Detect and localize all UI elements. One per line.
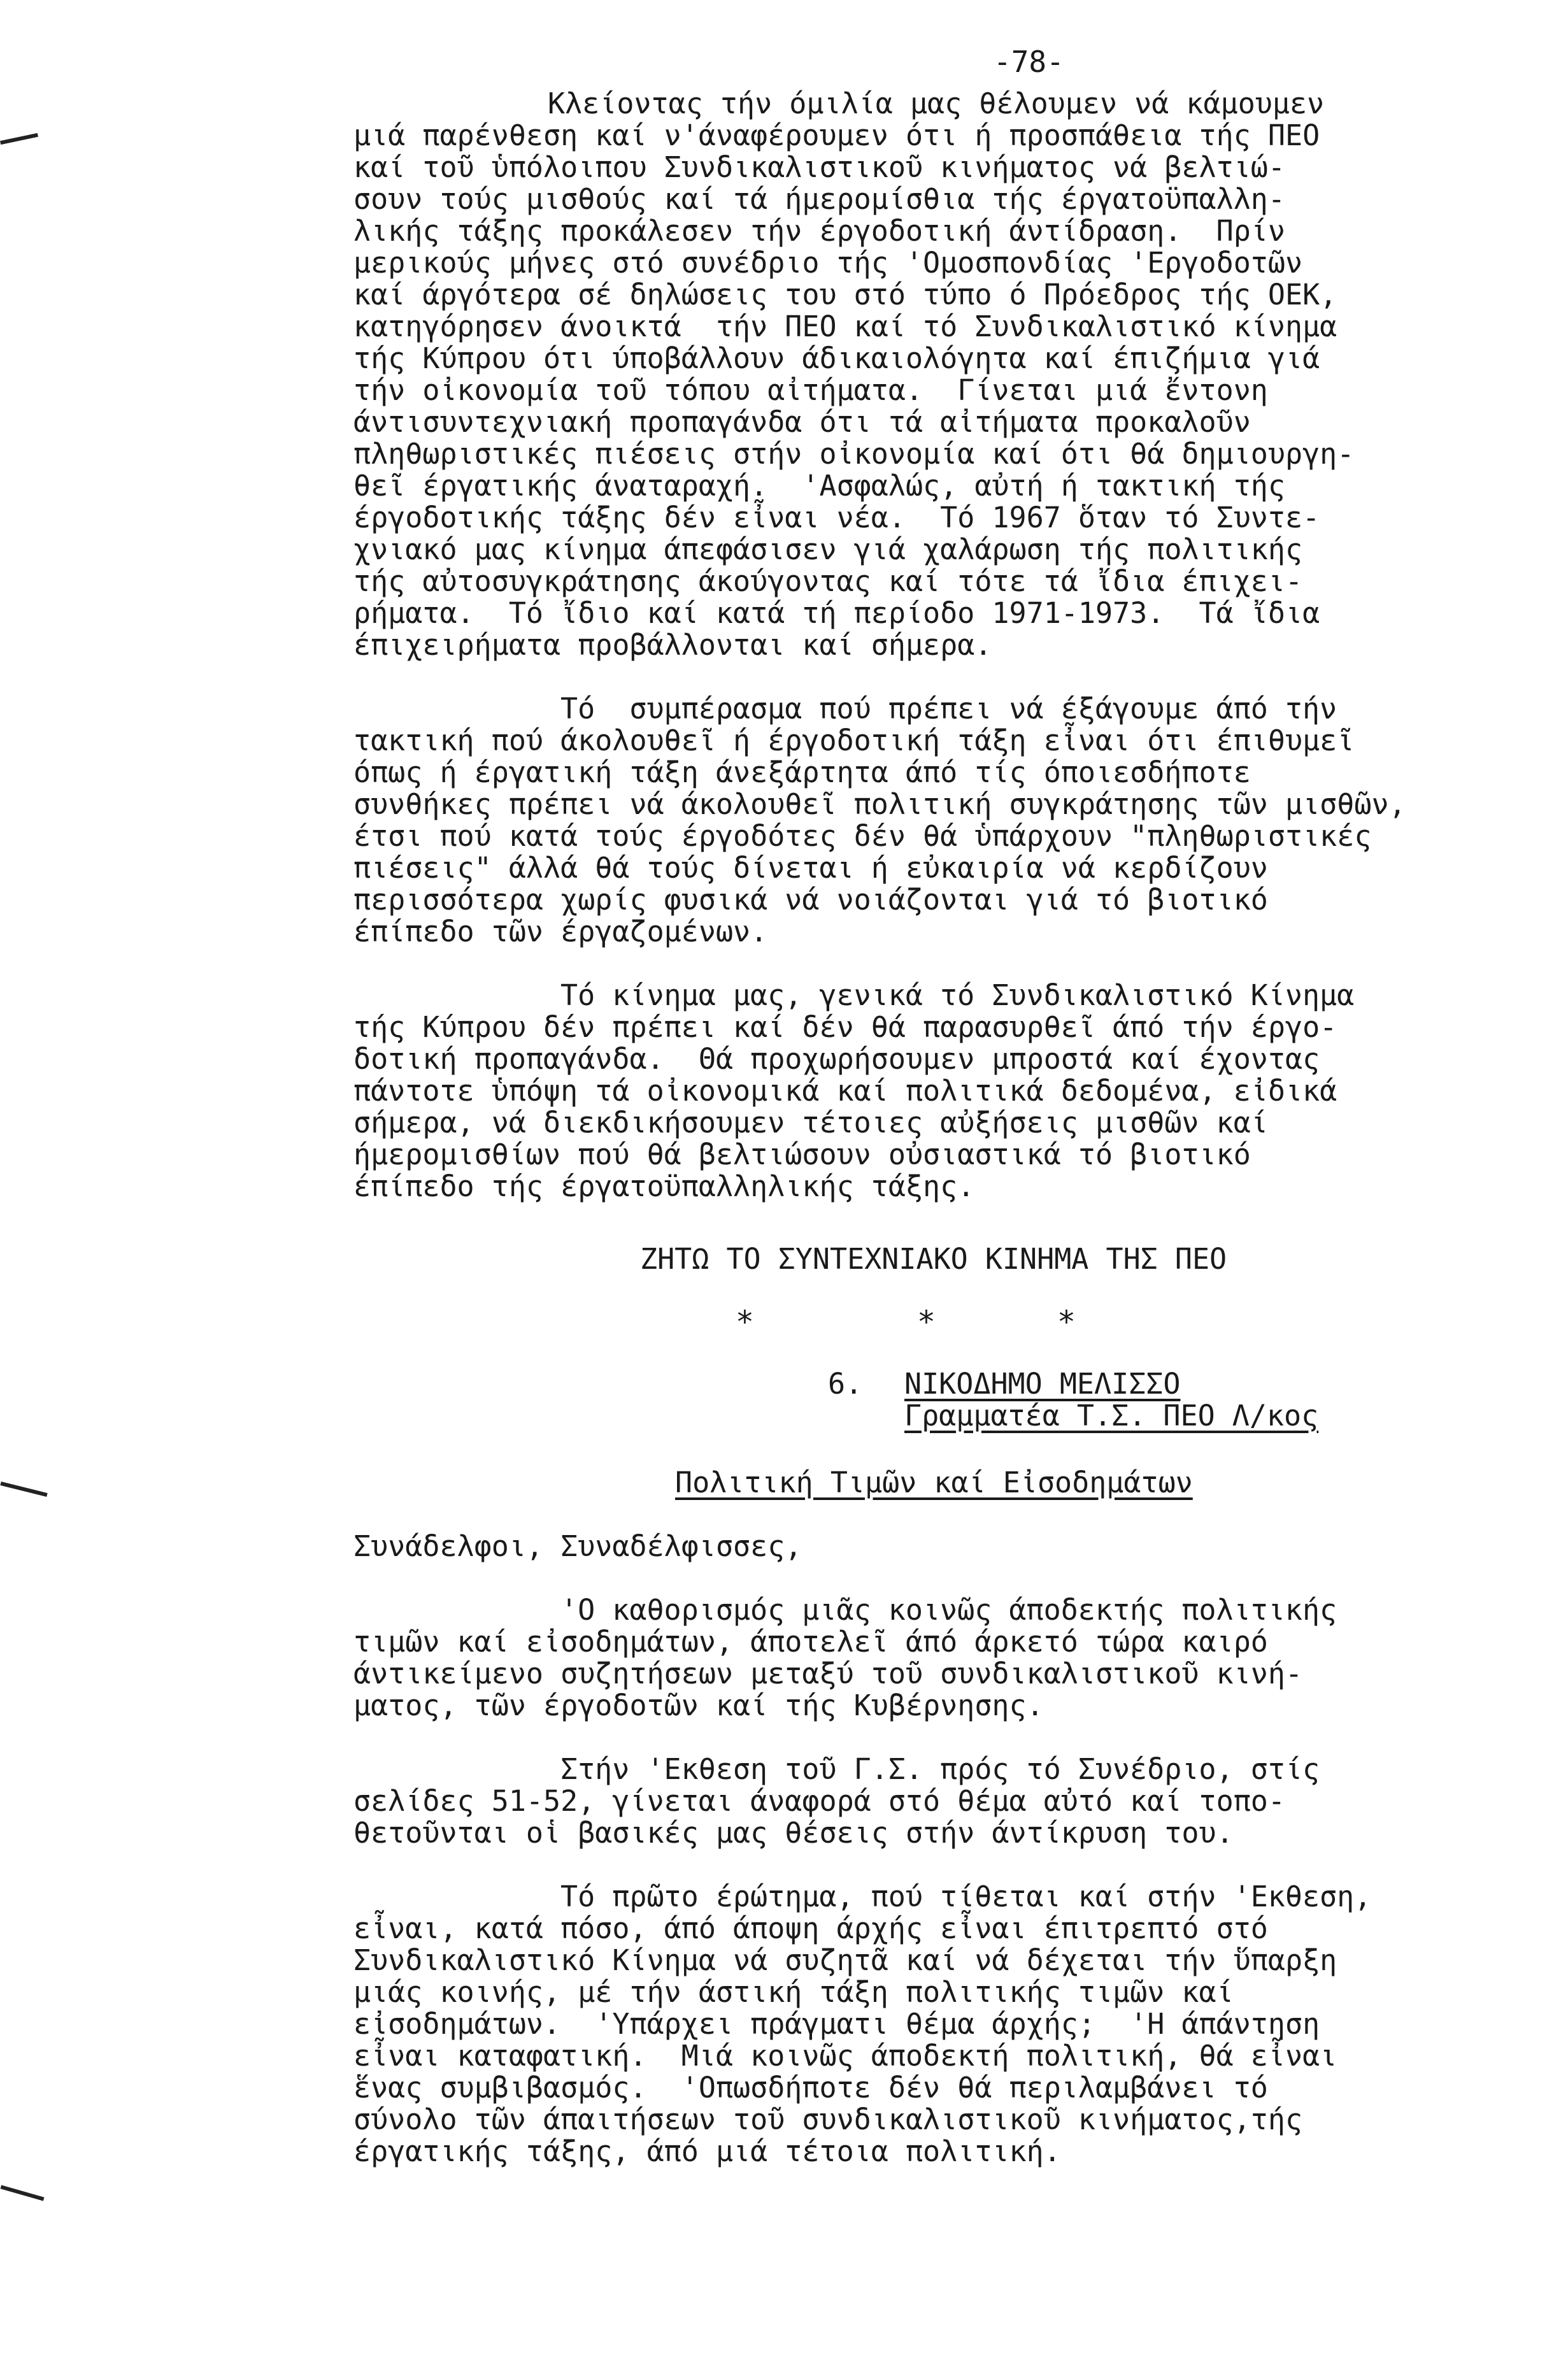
text-line: τιμῶν καί εἰσοδημάτων, άποτελεῖ άπό άρκετό τώρα καιρό: [353, 1625, 1268, 1659]
text-line: καί άργότερα σέ δηλώσεις του στό τύπο ό Πρόεδρος τής ΟΕΚ,: [353, 278, 1337, 311]
text-line: περισσότερα χωρίς φυσικά νά νοιάζονται γιά τό βιοτικό: [353, 883, 1268, 917]
page-number: -78-: [994, 45, 1064, 79]
text-line: εἰσοδημάτων. 'Υπάρχει πράγματι θέμα άρχής; 'Η άπάντηση: [353, 2007, 1320, 2041]
speaker-number: 6.: [828, 1367, 863, 1401]
text-line: τής Κύπρου δέν πρέπει καί δέν θά παρασυρθεῖ άπό τήν έργο-: [353, 1010, 1337, 1044]
text-line: κατηγόρησεν άνοικτά τήν ΠΕΟ καί τό Συνδικαλιστικό κίνημα: [353, 310, 1337, 343]
text-line: ήμερομισθίων πού θά βελτιώσουν οὐσιαστικά τό βιοτικό: [353, 1138, 1251, 1171]
section-title: Πολιτική Τιμῶν καί Εἰσοδημάτων: [675, 1466, 1193, 1499]
text-line: χνιακό μας κίνημα άπεφάσισεν γιά χαλάρωση τής πολιτικής: [353, 532, 1303, 566]
text-line: καί τοῦ ὑπόλοιπου Συνδικαλιστικοῦ κινήματος νά βελτιώ-: [353, 150, 1285, 184]
text-line: τής αὐτοσυγκράτησης άκούγοντας καί τότε τά ἴδια έπιχει-: [353, 564, 1303, 598]
text-line: έτσι πού κατά τούς έργοδότες δέν θά ὑπάρχουν "πληθωριστικές: [353, 819, 1372, 853]
text-line: θετοῦνται οἱ βασικές μας θέσεις στήν άντίκρυση του.: [353, 1816, 1234, 1850]
star: *: [736, 1304, 754, 1340]
speaker-role: Γραμματέα Τ.Σ. ΠΕΟ Λ/κος: [904, 1399, 1319, 1432]
star: *: [917, 1304, 936, 1340]
text-line: όπως ή έργατική τάξη άνεξάρτητα άπό τίς όποιεσδήποτε: [353, 755, 1251, 789]
text-line: τής Κύπρου ότι ύποβάλλουν άδικαιολόγητα καί έπιζήμια γιά: [353, 341, 1320, 375]
text-line: ἕνας συμβιβασμός. 'Οπωσδήποτε δέν θά περιλαμβάνει τό: [353, 2071, 1268, 2104]
text-line: έργοδοτικής τάξης δέν εἶναι νέα. Τό 1967 ὅταν τό Συντε-: [353, 501, 1320, 534]
scan-mark: [0, 133, 38, 145]
text-line: σουν τούς μισθούς καί τά ήμερομίσθια τής έργατοϋπαλλη-: [353, 182, 1285, 216]
text-line: έργατικής τάξης, άπό μιά τέτοια πολιτική.: [353, 2134, 1061, 2168]
text-line: εἶναι καταφατική. Μιά κοινῶς άποδεκτή πολιτική, θά εἶναι: [353, 2039, 1337, 2073]
text-line: πληθωριστικές πιέσεις στήν οἰκονομία καί ότι θά δημιουργη-: [353, 437, 1355, 471]
star: *: [1057, 1304, 1076, 1340]
text-line: μιάς κοινής, μέ τήν άστική τάξη πολιτικής τιμῶν καί: [353, 1975, 1234, 2009]
text-line: σελίδες 51-52, γίνεται άναφορά στό θέμα αὐτό καί τοπο-: [353, 1784, 1285, 1818]
text-line: Τό συμπέρασμα πού πρέπει νά έξάγουμε άπό τήν: [560, 692, 1337, 725]
text-line: πιέσεις" άλλά θά τούς δίνεται ή εὐκαιρία νά κερδίζουν: [353, 851, 1268, 885]
text-line: σύνολο τῶν άπαιτήσεων τοῦ συνδικαλιστικοῦ κινήματος,τής: [353, 2103, 1303, 2136]
scan-mark: [1, 2185, 45, 2201]
text-line: τήν οἰκονομία τοῦ τόπου αἰτήματα. Γίνεται μιά ἔντονη: [353, 373, 1268, 407]
text-line: Τό κίνημα μας, γενικά τό Συνδικαλιστικό Κίνημα: [560, 978, 1355, 1012]
text-line: άντισυντεχνιακή προπαγάνδα ότι τά αἰτήματα προκαλοῦν: [353, 405, 1251, 439]
text-line: πάντοτε ὑπόψη τά οἰκονομικά καί πολιτικά δεδομένα, εἰδικά: [353, 1074, 1337, 1108]
text-line: ματος, τῶν έργοδοτῶν καί τής Κυβέρνησης.: [353, 1689, 1044, 1722]
text-line: μιά παρένθεση καί ν'άναφέρουμεν ότι ή προσπάθεια τής ΠΕΟ: [353, 118, 1320, 152]
text-line: Συνδικαλιστικό Κίνημα νά συζητᾶ καί νά δέχεται τήν ὕπαρξη: [353, 1943, 1337, 1977]
text-line: έπίπεδο τής έργατοϋπαλληλικής τάξης.: [353, 1169, 975, 1203]
text-line: 'Ο καθορισμός μιᾶς κοινῶς άποδεκτής πολιτικής: [560, 1593, 1337, 1627]
text-line: συνθήκες πρέπει νά άκολουθεῖ πολιτική συγκράτησης τῶν μισθῶν,: [353, 787, 1406, 821]
text-line: μερικούς μήνες στό συνέδριο τής 'Ομοσπονδίας 'Εργοδοτῶν: [353, 246, 1303, 280]
text-line: τακτική πού άκολουθεῖ ή έργοδοτική τάξη εἶναι ότι έπιθυμεῖ: [353, 724, 1355, 757]
speaker-name: ΝΙΚΟΔΗΜΟ ΜΕΛΙΣΣΟ: [904, 1367, 1181, 1401]
text-line: εἶναι, κατά πόσο, άπό άποψη άρχής εἶναι έπιτρεπτό στό: [353, 1911, 1268, 1945]
text-line: ρήματα. Τό ἴδιο καί κατά τή περίοδο 1971-1973. Τά ἴδια: [353, 596, 1320, 630]
text-line: Τό πρῶτο έρώτημα, πού τίθεται καί στήν 'Εκθεση,: [560, 1880, 1372, 1913]
text-line: Κλείοντας τήν όμιλία μας θέλουμεν νά κάμουμεν: [548, 87, 1325, 120]
salutation: Συνάδελφοι, Συναδέλφισσες,: [353, 1529, 802, 1563]
text-line: λικής τάξης προκάλεσεν τήν έργοδοτική άντίδραση. Πρίν: [353, 214, 1285, 248]
text-line: δοτική προπαγάνδα. Θά προχωρήσουμεν μπροστά καί έχοντας: [353, 1042, 1320, 1076]
text-line: σήμερα, νά διεκδικήσουμεν τέτοιες αὐξήσεις μισθῶν καί: [353, 1106, 1268, 1140]
text-line: Στήν 'Εκθεση τοῦ Γ.Σ. πρός τό Συνέδριο, στίς: [560, 1752, 1320, 1786]
text-line: έπιχειρήματα προβάλλονται καί σήμερα.: [353, 628, 992, 662]
text-line: έπίπεδο τῶν έργαζομένων.: [353, 915, 768, 948]
scan-mark: [0, 1482, 47, 1497]
slogan: ΖΗΤΩ ΤΟ ΣΥΝΤΕΧΝΙΑΚΟ ΚΙΝΗΜΑ ΤΗΣ ΠΕΟ: [640, 1242, 1227, 1276]
text-line: θεῖ έργατικής άναταραχή. 'Ασφαλώς, αὐτή ή τακτική τής: [353, 469, 1285, 503]
text-line: άντικείμενο συζητήσεων μεταξύ τοῦ συνδικαλιστικοῦ κινή-: [353, 1657, 1303, 1690]
